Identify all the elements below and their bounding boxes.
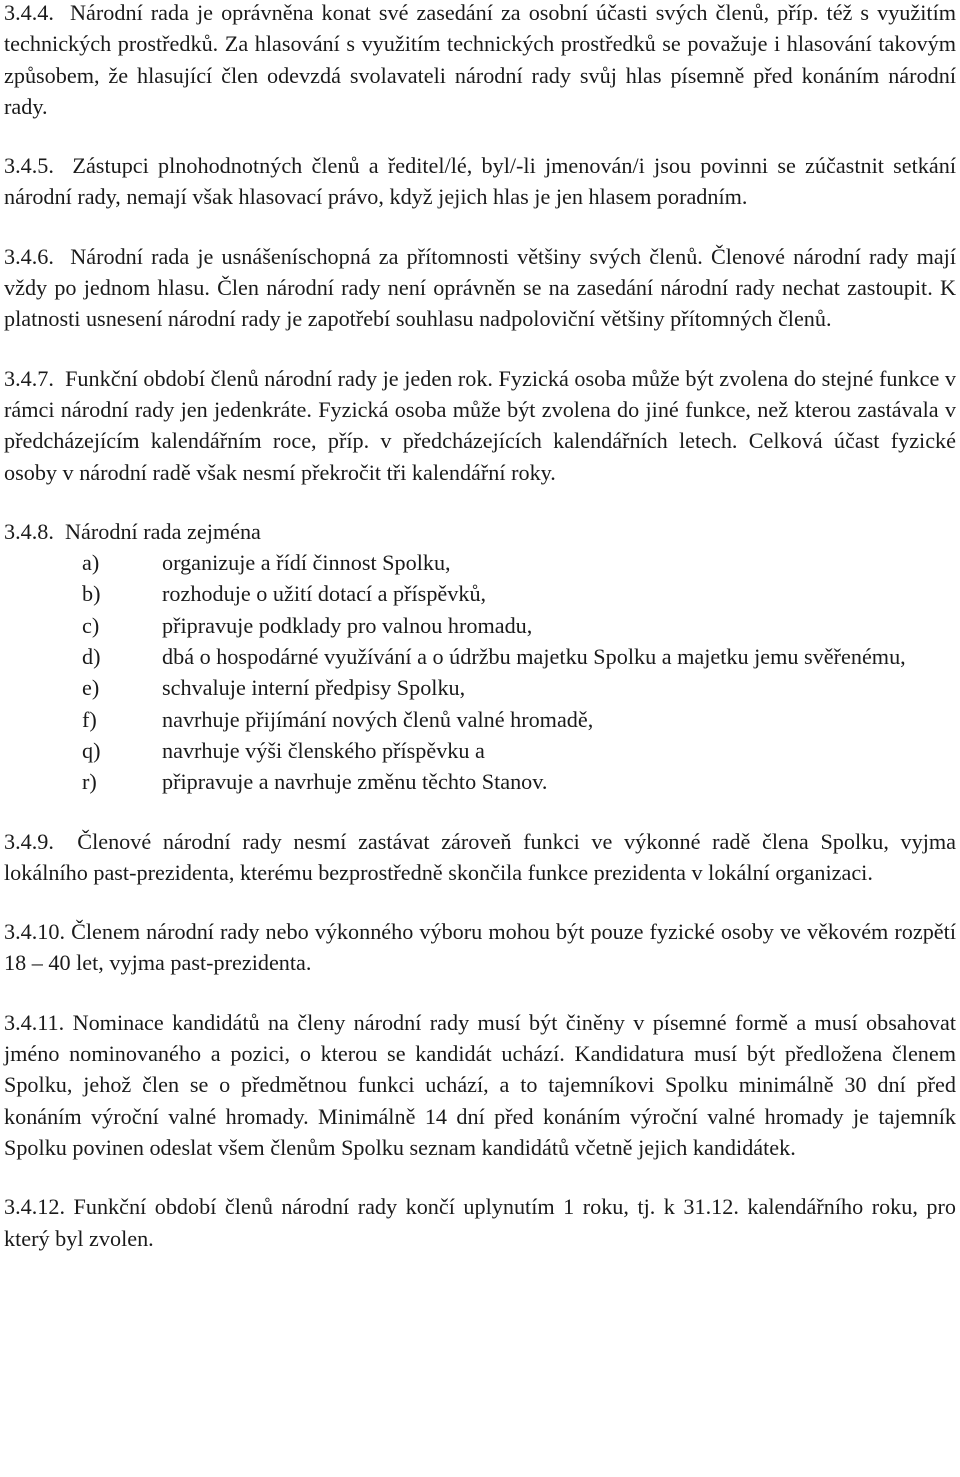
list-item-letter: e) (82, 675, 100, 701)
list-item-letter: q) (82, 737, 101, 763)
section-text: Členové národní rady nesmí zastávat zároveň funkci ve výkonné radě člena Spolku, vyjma lokálního past-prezidenta, kterému bezprostředně skončila funkce prezidenta v lokální organizaci. (4, 828, 956, 885)
list-intro (4, 516, 956, 547)
section-3-4-8 (4, 516, 956, 798)
list-item-text: rozhoduje o užití dotací a příspěvků, (162, 581, 487, 607)
list-item-text: schvaluje interní předpisy Spolku, (162, 675, 466, 701)
section-number: 3.4.9. (4, 828, 54, 854)
list-item (4, 672, 956, 703)
list-item-text: navrhuje přijímání nových členů valné hromadě, (162, 706, 594, 732)
section-text: Členem národní rady nebo výkonného výboru mohou být pouze fyzické osoby ve věkovém rozpětí 18 – 40 let, vyjma past-prezidenta. (4, 919, 956, 976)
section-number: 3.4.6. (4, 243, 54, 269)
section-number: 3.4.11. (4, 1009, 65, 1035)
list-item-letter: b) (82, 581, 101, 607)
list-item-text: připravuje a navrhuje změnu těchto Stanov. (162, 769, 548, 795)
section-number: 3.4.5. (4, 153, 54, 179)
list-item-letter: f) (82, 706, 97, 732)
list-item (4, 641, 956, 672)
section-3-4-5 (4, 150, 956, 213)
section-number: 3.4.12. (4, 1194, 66, 1220)
section-3-4-9 (4, 826, 956, 889)
list-item (4, 547, 956, 578)
list-item (4, 578, 956, 609)
list-item-text: navrhuje výši členského příspěvku a (162, 737, 485, 763)
list-item-text: dbá o hospodárné využívání a o údržbu majetku Spolku a majetku jemu svěřenému, (162, 644, 906, 670)
list-item-letter: r) (82, 769, 97, 795)
section-text: Nominace kandidátů na členy národní rady musí být činěny v písemné formě a musí obsahovat jméno nominovaného a pozici, o kterou se kandidát uchází. Kandidatura musí být předložena členem Spolku, jehož člen se o předmětnou funkci uchází, a to tajemníkovi Spolku minimálně 30 dní před konáním výroční valné hromady. Minimálně 14 dní před konáním výroční valné hromady je tajemník Spolku povinen odeslat všem členům Spolku seznam kandidátů včetně jejich kandidátek. (4, 1009, 956, 1160)
section-text: Národní rada je usnášeníschopná za přítomnosti většiny svých členů. Členové národní rady mají vždy po jednom hlasu. Člen národní rady není oprávněn se na zasedání národní rady nechat zastoupit. K platnosti usnesení národní rady je zapotřebí souhlasu nadpoloviční většiny přítomných členů. (4, 243, 957, 332)
document-page (4, 0, 956, 1282)
list-item-text: připravuje podklady pro valnou hromadu, (162, 612, 533, 638)
list-item-text: organizuje a řídí činnost Spolku, (162, 550, 451, 576)
section-number: 3.4.7. (4, 365, 54, 391)
section-text: Národní rada je oprávněna konat své zasedání za osobní účasti svých členů, příp. též s využitím technických prostředků. Za hlasování s využitím technických prostředků se považuje i hlasování takovým způsobem, že hlasující člen odevzdá svolavateli národní rady svůj hlas písemně před konáním národní rady. (4, 0, 957, 119)
list-item-letter: c) (82, 612, 100, 638)
section-3-4-10 (4, 916, 956, 979)
list-item-letter: d) (82, 644, 101, 670)
section-number: 3.4.10. (4, 919, 66, 945)
list-item (4, 766, 956, 797)
section-text: Funkční období členů národní rady končí uplynutím 1 roku, tj. k 31.12. kalendářního roku, pro který byl zvolen. (4, 1194, 956, 1251)
section-3-4-12 (4, 1191, 956, 1254)
list-item (4, 610, 956, 641)
section-text: Zástupci plnohodnotných členů a ředitel/lé, byl/-li jmenován/i jsou povinni se zúčastnit setkání národní rady, nemají však hlasovací právo, když jejich hlas je jen hlasem poradním. (4, 153, 956, 210)
section-3-4-11 (4, 1007, 956, 1163)
list-item (4, 704, 956, 735)
list-item (4, 735, 956, 766)
section-3-4-7 (4, 363, 956, 488)
list-item-letter: a) (82, 550, 100, 576)
section-3-4-4 (4, 0, 956, 122)
section-text: Funkční období členů národní rady je jeden rok. Fyzická osoba může být zvolena do stejné funkce v rámci národní rady jen jedenkráte. Fyzická osoba může být zvolena do jiné funkce, než kterou zastávala v předcházejícím kalendářním roce, příp. v předcházejících kalendářních letech. Celková účast fyzické osoby v národní radě však nesmí překročit tři kalendářní roky. (4, 365, 957, 485)
section-number: 3.4.4. (4, 0, 54, 25)
section-3-4-6 (4, 241, 956, 335)
section-number: 3.4.8. (4, 518, 54, 544)
section-text: Národní rada zejména (65, 518, 261, 544)
